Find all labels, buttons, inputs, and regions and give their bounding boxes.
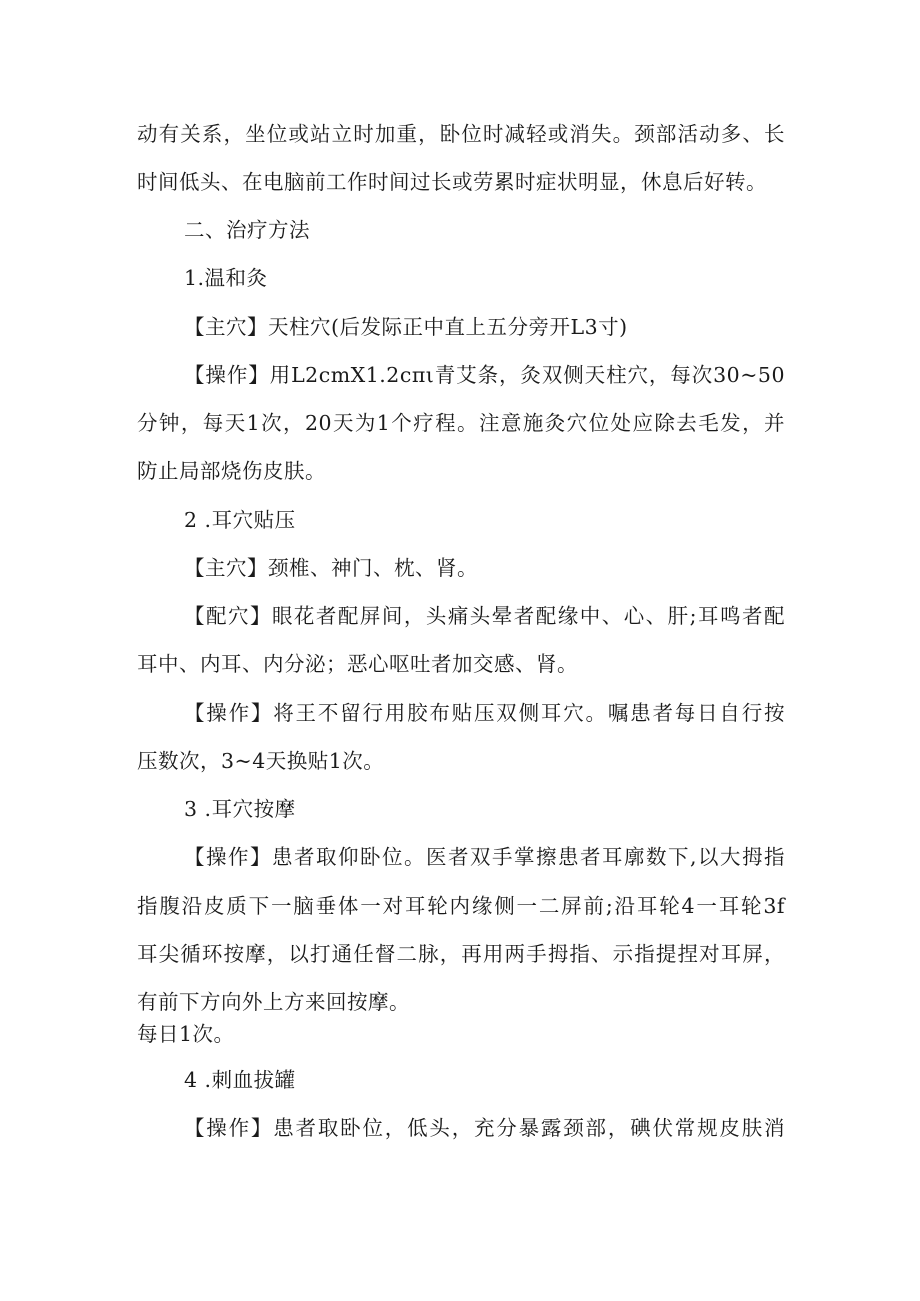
- subsection-heading: 2 .耳穴贴压: [184, 508, 296, 532]
- paragraph-line: 耳尖循环按摩，以打通任督二脉，再用两手拇指、示指提捏对耳屏，: [137, 942, 785, 966]
- paragraph-line: 压数次，3~4天换贴1次。: [137, 749, 385, 773]
- paragraph-line: 【操作】患者取卧位，低头，充分暴露颈部，碘伏常规皮肤消: [184, 1116, 785, 1140]
- paragraph-line: 【操作】将王不留行用胶布贴压双侧耳穴。嘱患者每日自行按: [184, 701, 785, 725]
- subsection-heading: 4 .刺血拔罐: [184, 1068, 296, 1092]
- paragraph-line: 动有关系，坐位或站立时加重，卧位时减轻或消失。颈部活动多、长: [137, 122, 785, 146]
- subsection-heading: 3 .耳穴按摩: [184, 797, 296, 821]
- paragraph-line: 【操作】患者取仰卧位。医者双手掌擦患者耳廓数下,以大拇指: [184, 845, 785, 869]
- paragraph-line: 【主穴】颈椎、神门、枕、肾。: [184, 556, 478, 580]
- paragraph-line: 每日1次。: [137, 1022, 235, 1046]
- section-heading: 二、治疗方法: [184, 218, 310, 242]
- paragraph-line: 时间低头、在电脑前工作时间过长或劳累时症状明显，休息后好转。: [137, 170, 767, 194]
- paragraph-line: 防止局部烧伤皮肤。: [137, 459, 326, 483]
- paragraph-line: 【配穴】眼花者配屏间，头痛头晕者配缘中、心、肝;耳鸣者配: [184, 604, 785, 628]
- paragraph-line: 分钟，每天1次，20天为1个疗程。注意施灸穴位处应除去毛发，并: [137, 411, 785, 435]
- paragraph-line: 耳中、内耳、内分泌；恶心呕吐者加交感、肾。: [137, 652, 578, 676]
- paragraph-line: 有前下方向外上方来回按摩。: [137, 990, 410, 1014]
- paragraph-line: 【操作】用L2cmX1.2cπι青艾条，灸双侧天柱穴，每次30~50: [184, 363, 785, 387]
- paragraph-line: 指腹沿皮质下一脑垂体一对耳轮内缘侧一二屏前;沿耳轮4一耳轮3f: [137, 894, 785, 918]
- paragraph-line: 【主穴】天柱穴(后发际正中直上五分旁开L3寸): [184, 315, 628, 339]
- subsection-heading: 1.温和灸: [184, 266, 268, 290]
